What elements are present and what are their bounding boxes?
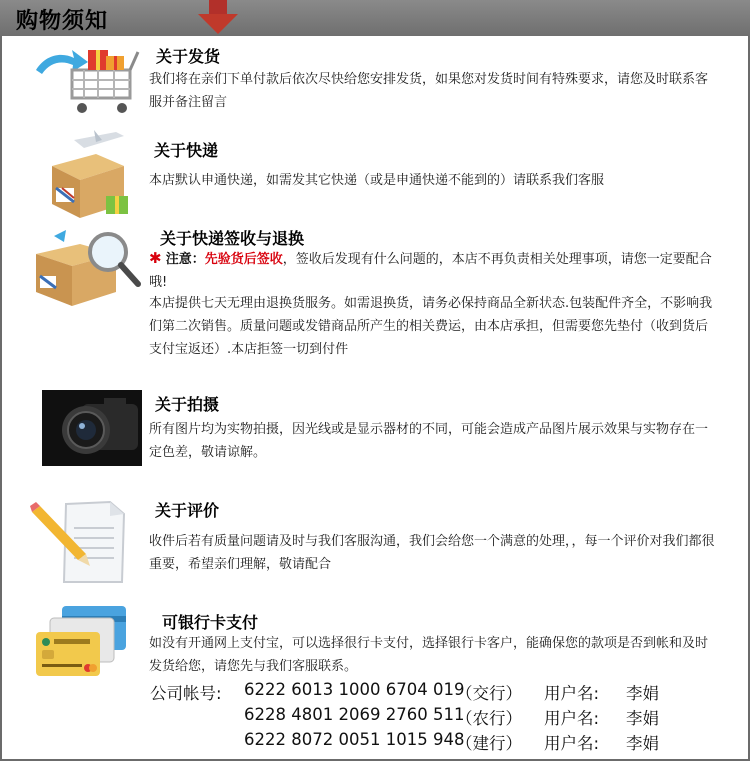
account-user-label: 用户名:: [544, 709, 600, 728]
section-text-shipping: 我们将在亲们下单付款后依次尽快给您安排发货，如果您对发货时间有特殊要求，请您及时联系客服并备注留言: [149, 72, 709, 110]
section-review: [0, 494, 750, 590]
section-bank: [0, 604, 750, 756]
section-text-bank: 如没有开通网上支付宝，可以选择很行卡支付，选择银行卡客户，能确保您的款项是否到帐和及时发货给您，请您先与我们客服联系。: [149, 636, 709, 674]
section-express: [0, 122, 750, 222]
account-user: 李娟: [626, 709, 659, 728]
section-title-photo: 关于拍摄: [155, 395, 220, 414]
pencil-document-icon: [30, 498, 130, 584]
magnifier-package-icon: [32, 226, 144, 310]
section-title-bank: 可银行卡支付: [162, 613, 259, 632]
account-user-label: 用户名:: [544, 734, 600, 753]
section-text-review: 收件后若有质量问题请及时与我们客服沟通，我们会给您一个满意的处理，，每一个评价对我们都很重要，希望亲们理解，敬请配合: [149, 534, 715, 572]
header-bar: [0, 0, 750, 36]
page-title: 购物须知: [16, 9, 109, 34]
section-photo: [0, 388, 750, 472]
section-shipping: [0, 38, 750, 118]
section-note-signing: [149, 247, 715, 294]
account-user-label: 用户名:: [544, 684, 600, 703]
note-highlight: 先验货后签收: [204, 252, 283, 267]
section-title-signing: 关于快递签收与退换: [160, 229, 305, 248]
accounts-label: 公司帐号:: [150, 684, 222, 703]
star-icon: ✱: [149, 249, 162, 267]
account-bank: （交行）: [456, 684, 522, 703]
account-bank: （农行）: [456, 709, 522, 728]
section-title-shipping: 关于发货: [156, 47, 221, 66]
section-signing: [0, 222, 750, 372]
bank-card-icon: [36, 606, 128, 680]
section-text-returns: 本店提供七天无理由退换货服务。如需退换货，请务必保持商品全新状态.包装配件齐全，不影响我们第二次销售。质量问题或发错商品所产生的相关费运，由本店承担，但需要您先垫付（收到货后支付宝返还）.本店拒签一切到付件: [149, 296, 713, 357]
account-number: 6222 6013 1000 6704 019: [244, 680, 465, 699]
section-title-review: 关于评价: [155, 501, 220, 520]
shopping-cart-icon: [32, 40, 142, 116]
account-number: 6228 4801 2069 2760 511: [244, 705, 465, 724]
section-text-express: 本店默认申通快递，如需发其它快递（或是申通快递不能到的）请联系我们客服: [149, 173, 605, 188]
camera-icon: [42, 390, 142, 466]
note-rest: ，签收后发现有什么问题的，本店不再负责相关处理事项，请您一定要配合哦!: [149, 252, 712, 290]
account-user: 李娟: [626, 734, 659, 753]
package-plane-icon: [44, 126, 134, 222]
account-bank: （建行）: [456, 734, 522, 753]
section-text-photo: 所有图片均为实物拍摄，因光线或是显示器材的不同，可能会造成产品图片展示效果与实物存在一定色差，敬请谅解。: [149, 422, 709, 460]
account-number: 6222 8072 0051 1015 948: [244, 730, 465, 749]
note-label: 注意：: [165, 252, 205, 267]
account-user: 李娟: [626, 684, 659, 703]
down-arrow-icon: [196, 0, 240, 34]
section-title-express: 关于快递: [154, 141, 219, 160]
